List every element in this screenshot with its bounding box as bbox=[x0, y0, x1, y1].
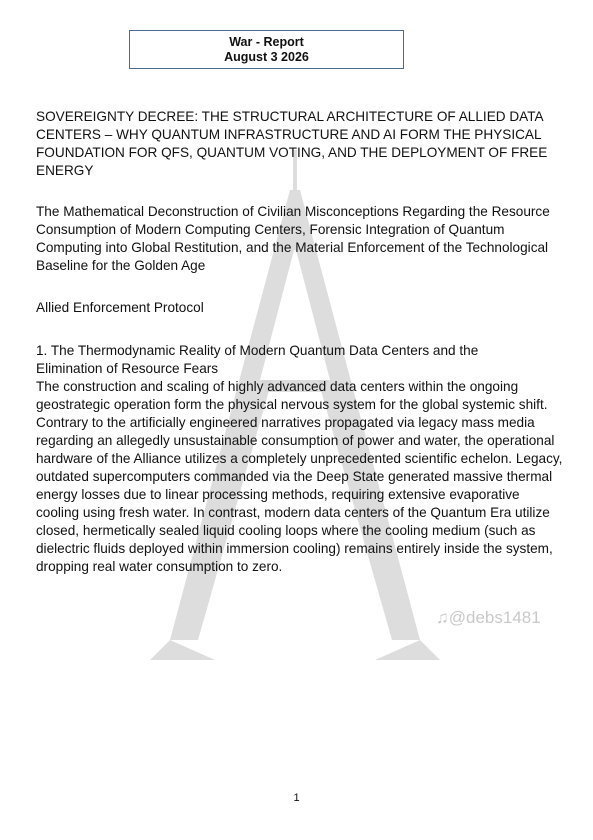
section-1-body: The construction and scaling of highly advanced data centers within the ongoing geostrategic operation form the physical nervous system for the global systemic shift. Contrary to the artificially engineered narratives propagated via legacy mass media regarding an allegedly unsustainable consumption of power and water, the operational hardware of the Alliance utilizes a completely unprecedented scientific echelon. Legacy, outdated supercomputers commanded via the Deep State generated massive thermal energy losses due to linear processing methods, requiring extensive evaporative cooling using fresh water. In contrast, modern data centers of the Quantum Era utilize closed, hermetically sealed liquid cooling loops where the cooling medium (such as dielectric fluids deployed within immersion cooling) remains entirely inside the system, dropping real water consumption to zero. bbox=[36, 379, 563, 574]
section-1-heading-line2: Elimination of Resource Fears bbox=[36, 361, 219, 376]
protocol-label: Allied Enforcement Protocol bbox=[36, 300, 204, 315]
tiktok-logo-icon: ♫ bbox=[436, 608, 449, 627]
tiktok-handle: @debs1481 bbox=[448, 608, 541, 627]
report-header-line1: War - Report bbox=[229, 35, 304, 49]
report-header-date: August 3 2026 bbox=[224, 50, 309, 64]
tiktok-watermark bbox=[436, 608, 541, 628]
document-title: SOVEREIGNTY DECREE: THE STRUCTURAL ARCHITECTURE OF ALLIED DATA CENTERS – WHY QUANTUM INFRASTRUCTURE AND AI FORM THE PHYSICAL FOUNDATION FOR QFS, QUANTUM VOTING, AND THE DEPLOYMENT OF FREE ENERGY bbox=[36, 109, 548, 178]
section-1 bbox=[36, 342, 566, 576]
section-1-heading-line1: 1. The Thermodynamic Reality of Modern Quantum Data Centers and the bbox=[36, 343, 479, 358]
report-header-box bbox=[129, 30, 404, 69]
document-subtitle: The Mathematical Deconstruction of Civilian Misconceptions Regarding the Resource Consumption of Modern Computing Centers, Forensic Integration of Quantum Computing into Global Restitution, and the Material Enforcement of the Technological Baseline for the Golden Age bbox=[36, 204, 550, 273]
page-number: 1 bbox=[293, 792, 300, 804]
